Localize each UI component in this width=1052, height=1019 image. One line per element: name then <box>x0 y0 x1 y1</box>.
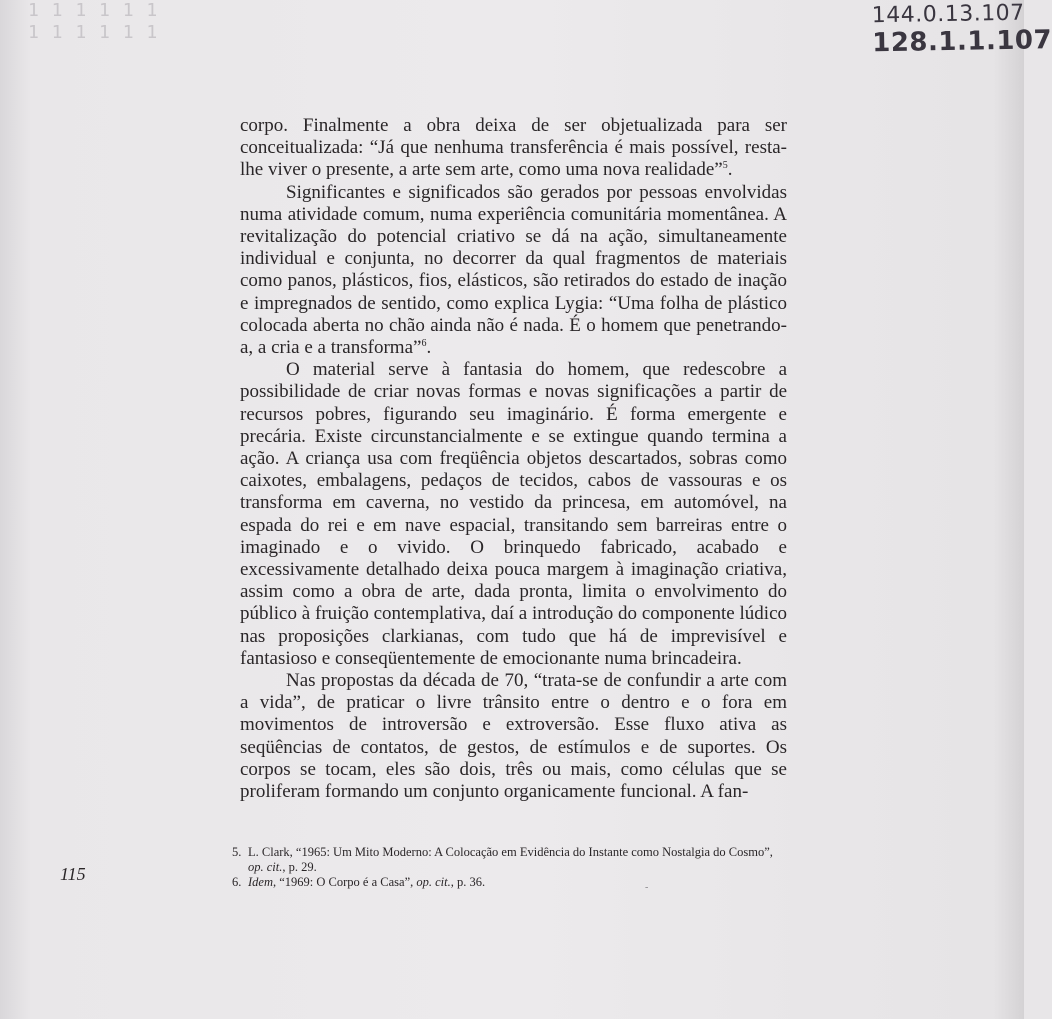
footnote-6: 6. Idem, “1969: O Corpo é a Casa”, op. cit., p. 36. <box>232 875 486 889</box>
catalog-line-1: 144.0.13.107 <box>871 0 1025 29</box>
paragraph-4: Nas propostas da década de 70, “trata-se de confundir a arte com a vida”, de praticar o livre trânsito entre o dentro e o fora em movimentos de introversão e extroversão. Esse fluxo ativa as seqüências de contatos, de gestos, de estímulos e de suportes. Os corpos se tocam, eles são dois, três ou mais, como células que se proliferam formando um conjunto organicamente funcional. A fan- <box>240 670 787 803</box>
catalog-line-2: 128.1.1.107 <box>871 25 1052 59</box>
footnote-ref-6: 6 <box>421 338 427 350</box>
body-text <box>240 115 787 803</box>
scan-mark: - <box>645 882 649 893</box>
page-number: 115 <box>60 864 86 884</box>
paragraph-3: O material serve à fantasia do homem, que redescobre a possibilidade de criar novas formas e novas significações a partir de recursos pobres, figurando seu imaginário. É forma emergente e precária. Existe circunstancialmente e se extingue quando termina a ação. A criança usa com freqüência objetos descartados, sobras como caixotes, embalagens, pedaços de tecidos, cabos de vassouras e os transforma em caverna, no vestido da princesa, em automóvel, na espada do rei e em nave espacial, transitando sem barreiras entre o imaginado e o vivido. O brinquedo fabricado, acabado e excessivamente detalhado deixa pouca margem à imaginação criativa, assim como a obra de arte, dada pronta, limita o envolvimento do público à fruição contemplativa, daí a introdução do componente lúdico nas proposições clarkianas, com tudo que há de imprevisível e fantasioso e conseqüentemente de emocionante numa brincadeira. <box>240 359 787 669</box>
paragraph-2: Significantes e significados são gerados por pessoas envolvidas numa atividade comum, numa experiência comunitária momentânea. A revitalização do potencial criativo se dá na ação, simultaneamente individual e conjunta, no decorrer da qual fragmentos de materiais como panos, plásticos, fios, elásticos, são retirados do estado de inação e impregnados de sentido, como explica Lygia: “Uma folha de plástico colocada aberta no chão ainda não é nada. É o homem que penetrando-a, a cria e a transforma”$^6$. <box>240 181 787 359</box>
footnote-ref-5: 5 <box>722 160 728 172</box>
footnotes <box>232 845 788 890</box>
paragraph-1: corpo. Finalmente a obra deixa de ser objetualizada para ser conceitualizada: “Já que nenhuma transferência é mais possível, resta-lhe viver o presente, a arte sem arte, como uma nova realidade”$^5$. <box>240 115 787 181</box>
catalog-number-stamp <box>871 0 1052 59</box>
footnote-5: 5. L. Clark, “1965: Um Mito Moderno: A Colocação em Evidência do Instante como Nostalgia do Cosmo”, op. cit., p. 29. <box>232 845 773 874</box>
faded-stamp: 1 1 1 1 1 1 1 1 1 1 1 1 <box>28 0 159 43</box>
